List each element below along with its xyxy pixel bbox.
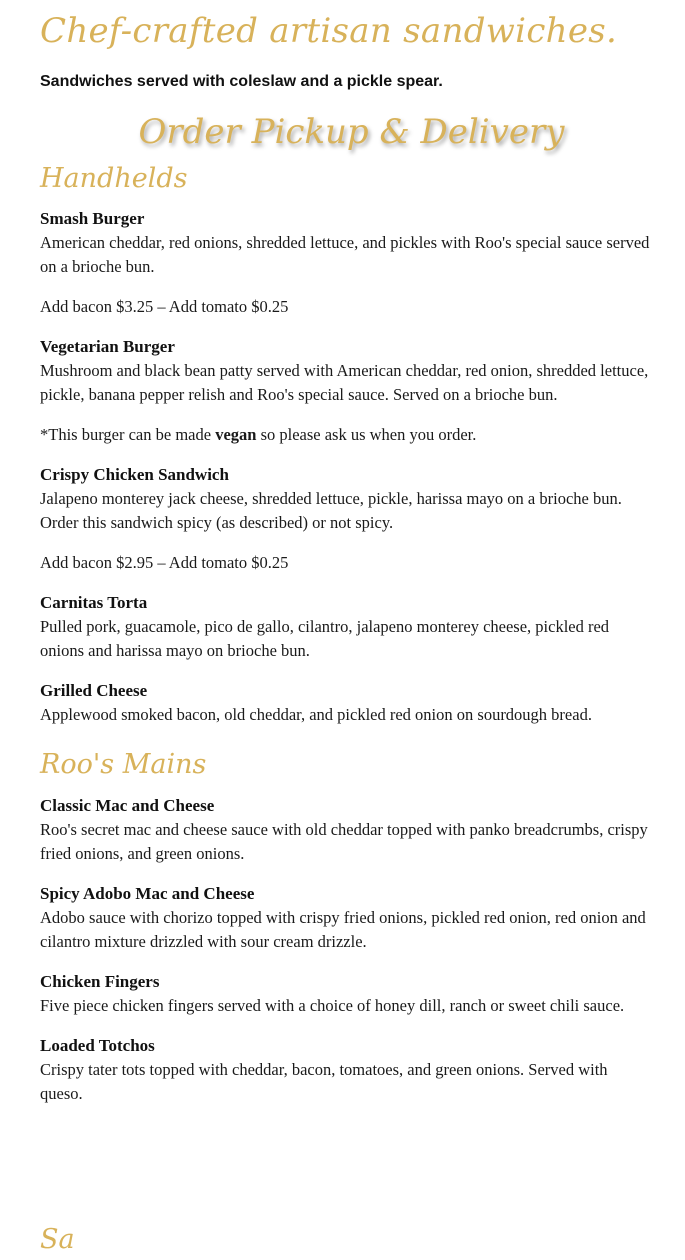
item-description: Mushroom and black bean patty served with American cheddar, red onion, shredded lettuce, pickle, banana pepper relish and Roo's special sauce. Served on a brioche bun. bbox=[40, 361, 649, 404]
item-name: Smash Burger bbox=[40, 209, 145, 228]
item-name: Carnitas Torta bbox=[40, 593, 148, 612]
item-description: Adobo sauce with chorizo topped with crispy fried onions, pickled red onion, red onion and cilantro mixture drizzled with sour cream drizzle. bbox=[40, 908, 646, 951]
item-addon-note: Add bacon $3.25 – Add tomato $0.25 bbox=[40, 297, 289, 316]
item-description: Crispy tater tots topped with cheddar, bacon, tomatoes, and green onions. Served with queso. bbox=[40, 1060, 608, 1103]
note-suffix: so please ask us when you order. bbox=[256, 425, 477, 444]
section-heading-roos-mains: Roo's Mains bbox=[40, 749, 207, 780]
item-name: Chicken Fingers bbox=[40, 972, 160, 991]
menu-item-smash-burger bbox=[40, 207, 651, 319]
page-tagline: Chef-crafted artisan sandwiches. bbox=[40, 11, 618, 51]
menu-item-chicken-fingers bbox=[40, 970, 651, 1018]
menu-item-carnitas-torta bbox=[40, 591, 651, 663]
item-addon-note: Add bacon $2.95 – Add tomato $0.25 bbox=[40, 553, 289, 572]
note-emphasis: vegan bbox=[215, 425, 257, 444]
menu-item-spicy-adobo-mac-and-cheese bbox=[40, 882, 651, 954]
item-name: Vegetarian Burger bbox=[40, 337, 175, 356]
item-name: Crispy Chicken Sandwich bbox=[40, 465, 229, 484]
section-roos-mains bbox=[40, 745, 651, 1106]
section-heading-next-partial: Sa bbox=[40, 1224, 75, 1255]
menu-item-loaded-totchos bbox=[40, 1034, 651, 1106]
item-description: Five piece chicken fingers served with a choice of honey dill, ranch or sweet chili sauce. bbox=[40, 996, 625, 1015]
section-heading-handhelds: Handhelds bbox=[40, 163, 188, 194]
menu-page bbox=[0, 8, 685, 1106]
item-name: Spicy Adobo Mac and Cheese bbox=[40, 884, 255, 903]
item-description: Applewood smoked bacon, old cheddar, and pickled red onion on sourdough bread. bbox=[40, 705, 592, 724]
note-prefix: *This burger can be made bbox=[40, 425, 216, 444]
menu-item-classic-mac-and-cheese bbox=[40, 794, 651, 866]
item-description: Pulled pork, guacamole, pico de gallo, cilantro, jalapeno monterey cheese, pickled red onions and harissa mayo on brioche bun. bbox=[40, 617, 610, 660]
menu-item-grilled-cheese bbox=[40, 679, 651, 727]
item-description: Roo's secret mac and cheese sauce with old cheddar topped with panko breadcrumbs, crispy fried onions, and green onions. bbox=[40, 820, 648, 863]
item-name: Loaded Totchos bbox=[40, 1036, 155, 1055]
item-vegan-note bbox=[40, 423, 651, 447]
item-description: Jalapeno monterey jack cheese, shredded lettuce, pickle, harissa mayo on a brioche bun. Order this sandwich spicy (as described) or not spicy. bbox=[40, 489, 622, 532]
section-handhelds bbox=[40, 159, 651, 727]
item-description: American cheddar, red onions, shredded lettuce, and pickles with Roo's special sauce served on a brioche bun. bbox=[40, 233, 650, 276]
order-pickup-delivery-link[interactable]: Order Pickup & Delivery bbox=[138, 112, 565, 152]
item-name: Classic Mac and Cheese bbox=[40, 796, 215, 815]
menu-item-crispy-chicken-sandwich bbox=[40, 463, 651, 575]
menu-item-vegetarian-burger bbox=[40, 335, 651, 447]
item-name: Grilled Cheese bbox=[40, 681, 148, 700]
page-subtitle: Sandwiches served with coleslaw and a pickle spear. bbox=[40, 73, 443, 90]
